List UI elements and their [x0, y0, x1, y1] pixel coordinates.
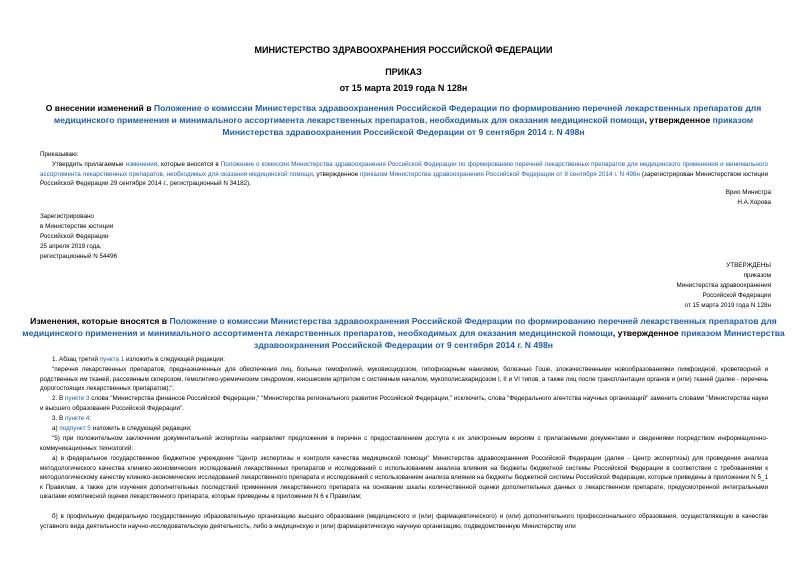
change-3a-text: "5) при положительном заключении документальной экспертизы направляет предложения в перечни с предоставлением доступа к их электронным версиям с прилагаемыми документами и сведениями посредством информационно-коммуникационных технологий: — [40, 435, 768, 452]
order-date: от 15 марта 2019 года N 128н — [339, 83, 468, 93]
change-1-text: "перечня лекарственных препаратов, предназначенных для обеспечения лиц, больных гемофилией, муковисцидозом, гипофизарным нанизмом, болезнью Гоше, злокачественными новообразованиями лимфоидной, кроветворной и родственных им тканей, рассеянным склерозом, гемолитико-уремическим синдромом, юношеским артритом с системным началом, мукополисахаридозом I, II и VI типов, а также лиц после трансплантации органов и (или) тканей (далее - перечень дорогостоящих лекарственных препаратов);". — [40, 366, 768, 393]
change-3a-a-text: а) в федеральное государственное бюджетное учреждение "Центр экспертизы и контроля качества медицинской помощи" Министерства здравоохранения Российской Федерации (далее - Центр экспертизы) для проведения анализа методологического качества клинико-экономических исследований лекарственных препаратов и исследований с использованием анализа влияния на бюджеты бюджетной системы Российской Федерации в соответствии с требованиями к методологическому качеству клинико-экономических исследований лекарственного препарата и исследований с использованием анализа влияния на бюджеты бюджетной системы Российской Федерации, которые приведены в приложении N 5_1 к Правилам, а также для изучения дополнительных последствий применения лекарственного препарата на основании шкалы количественной оценки дополнительных данных о лекарственном препарате, предусмотренной интегральными шкалами комплексной оценки лекарственного препарата, которые приведены в приложении N 6 к Правилам; — [40, 455, 768, 501]
ministry-heading: МИНИСТЕРСТВО ЗДРАВООХРАНЕНИЯ РОССИЙСКОЙ ФЕДЕРАЦИИ — [254, 45, 553, 55]
title2-link-order[interactable]: приказом Министерства здравоохранения Российской Федерации от 9 сентября 2014 г. N 498н — [254, 328, 785, 350]
registration-block: Зарегистрировано в Министерстве юстиции Российской Федерации 25 апреля 2019 года, регистрационный N 54496 — [40, 213, 118, 260]
change-1-heading: 1. Абзац третий пункта 1 изложить в следующей редакции: — [52, 356, 225, 363]
change-3-heading: 3. В пункте 4: — [52, 415, 92, 422]
title-middle: , утвержденное — [644, 115, 713, 125]
change-3a-heading: а) подпункт 5 изложить в следующей редакции: — [52, 425, 192, 432]
signature-position: Врио Министра — [725, 189, 771, 196]
intro-paragraph: Утвердить прилагаемые изменения, которые вносятся в Положение о комиссии Министерства здравоохранения Российской Федерации по формированию перечней лекарственных препаратов для медицинского применения и минимального ассортимента лекарственных препаратов, необходимых для оказания медицинской помощи, утвержденное приказом Министерства здравоохранения Российской Федерации от 9 сентября 2014 г. N 498н (зарегистрирован Министерством юстиции Российской Федерации 29 сентября 2014 г., регистрационный N 34182). — [40, 161, 768, 188]
title-link-order[interactable]: приказом Министерства здравоохранения Российской Федерации от 9 сентября 2014 г. N 498н — [222, 115, 754, 137]
signature-block — [726, 188, 771, 208]
link-clause-1[interactable]: пункта 1 — [99, 356, 125, 363]
link-order-498n[interactable]: приказом Министерства здравоохранения Российской Федерации от 9 сентября 2014 г. N 498н — [360, 170, 640, 178]
link-regulation[interactable]: Положение о комиссии Министерства здравоохранения Российской Федерации по формированию перечней лекарственных препаратов для медицинского применения и минимального ассортимента лекарственных препаратов, необходимых для оказания медицинской помощи — [40, 161, 768, 178]
document-title — [28, 102, 779, 138]
link-clause-3[interactable]: пункте 3 — [65, 395, 90, 402]
changes-title: Изменения, которые вносятся в Положение о комиссии Министерства здравоохранения Российской Федерации по формированию перечней лекарственных препаратов для медицинского применения и минимального ассортимента лекарственных препаратов, необходимых для оказания медицинской помощи, утвержденное приказом Министерства здравоохранения Российской Федерации от 9 сентября 2014 г. N 498н — [22, 316, 785, 350]
link-clause-4[interactable]: пункте 4 — [64, 415, 90, 422]
ordered-label: Приказываю: — [40, 151, 79, 158]
change-3a-b-text: б) в профильную федеральную государственную образовательную организацию высшего образования (медицинского и (или) фармацевтического) и (или) дополнительного профессионального образования, осуществляющую в качестве уставного вида деятельности научно-исследовательскую деятельность, либо в медицинскую и (или) фармацевтическую научную организацию, подведомственную Министерству или — [40, 513, 768, 530]
link-subclause-5[interactable]: подпункт 5 — [59, 425, 91, 432]
order-heading: ПРИКАЗ — [385, 67, 422, 77]
title2-link-regulation[interactable]: Положение о комиссии Министерства здравоохранения Российской Федерации по формированию перечней лекарственных препаратов для медицинского применения и минимального ассортимента лекарственных препаратов, необходимых для оказания медицинской помощи — [22, 316, 777, 338]
approved-block: УТВЕРЖДЕНЫ приказом Министерства здравоохранения Российской Федерации от 15 марта 2019 года N 128н — [676, 262, 771, 309]
link-changes[interactable]: изменения — [125, 161, 158, 168]
title-link-regulation[interactable]: Положение о комиссии Министерства здравоохранения Российской Федерации по формированию перечней лекарственных препаратов для медицинского применения и минимального ассортимента лекарственных препаратов, необходимых для оказания медицинской помощи — [53, 103, 762, 125]
title-prefix: О внесении изменений в — [45, 103, 154, 113]
change-2-text: 2. В пункте 3 слова "Министерства финансов Российской Федерации," "Министерства регионального развития Российской Федерации," исключить, слова "Федерального агентства научных организаций" заменить словами "Министерства науки и высшего образования Российской Федерации". — [40, 395, 768, 412]
signature-name: Н.А.Хорова — [737, 199, 771, 206]
